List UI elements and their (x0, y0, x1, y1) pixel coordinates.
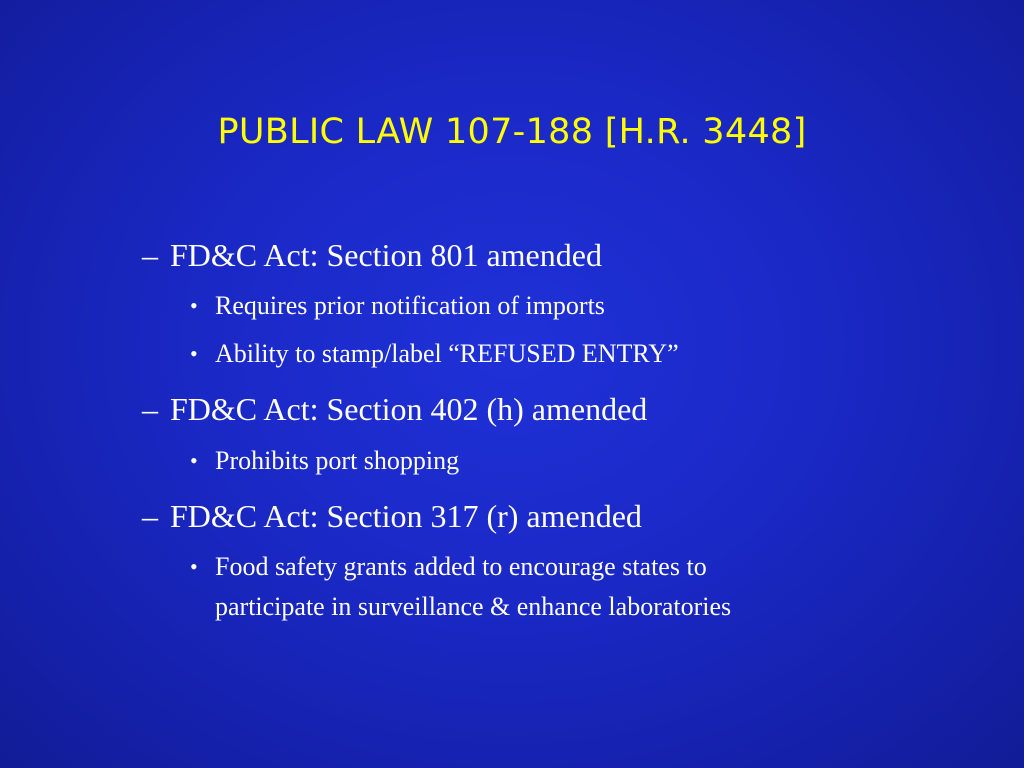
sub-item-line: participate in surveillance & enhance laboratories (215, 592, 732, 621)
bullet-marker: • (190, 448, 198, 473)
sub-item-line: Food safety grants added to encourage states to (215, 552, 707, 581)
bullet-marker: • (190, 293, 198, 318)
list-item-text: FD&C Act: Section 801 amended (170, 237, 602, 273)
list-item-text: FD&C Act: Section 402 (h) amended (170, 391, 648, 427)
dash-marker: – (142, 391, 158, 427)
list-item-text: FD&C Act: Section 317 (r) amended (170, 498, 642, 534)
bullet-marker: • (190, 554, 198, 579)
sub-item-text: Ability to stamp/label “REFUSED ENTRY” (215, 339, 679, 368)
sub-item-text: Requires prior notification of imports (215, 291, 605, 320)
slide-title: PUBLIC LAW 107-188 [H.R. 3448] (217, 112, 807, 152)
dash-marker: – (142, 498, 158, 534)
sub-item-text (215, 547, 731, 627)
sub-item-text: Prohibits port shopping (215, 446, 460, 475)
dash-marker: – (142, 237, 158, 273)
bullet-marker: • (190, 341, 198, 366)
